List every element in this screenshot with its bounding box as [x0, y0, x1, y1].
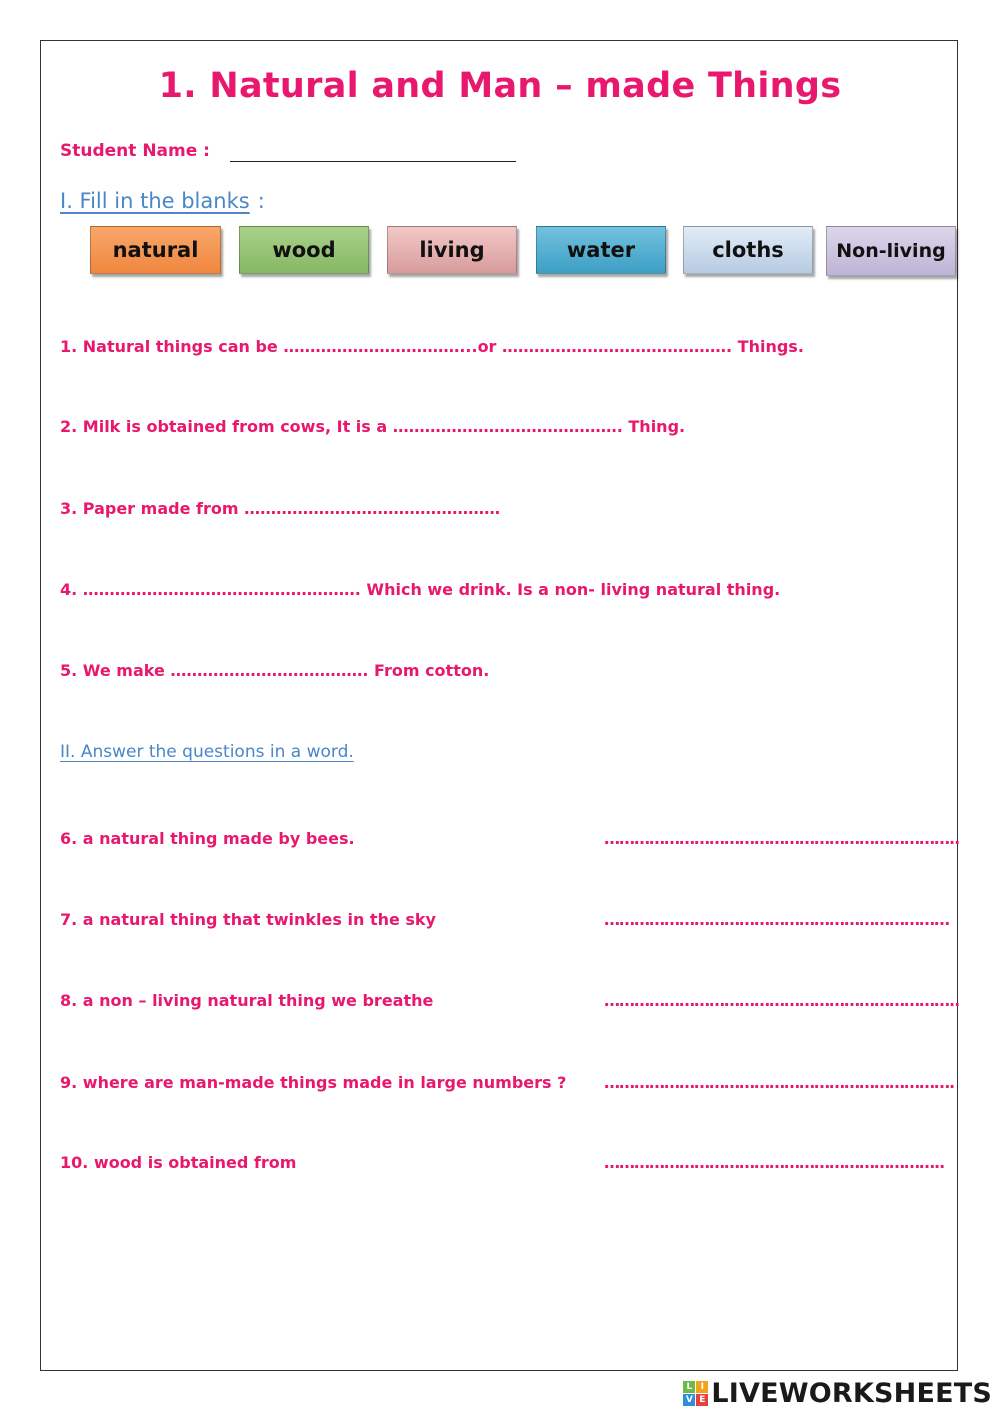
fill-question-2: 2. Milk is obtained from cows, It is a ……………………………………. Thing.: [60, 417, 686, 436]
logo-mark-l: L: [683, 1381, 695, 1393]
student-name-field[interactable]: [230, 161, 516, 162]
logo-text: LIVEWORKSHEETS: [711, 1378, 992, 1409]
section-1-heading-colon: :: [257, 189, 265, 213]
answer-blank-7[interactable]: ……………………………………………………………: [604, 910, 949, 929]
word-bank-living[interactable]: living: [387, 226, 517, 274]
answer-question-10: 10. wood is obtained from: [60, 1153, 297, 1172]
section-2-heading: [60, 742, 354, 762]
student-name-label: Student Name :: [60, 141, 210, 161]
fill-question-3: 3. Paper made from …………………………………………: [60, 499, 501, 518]
answer-question-9: 9. where are man-made things made in large numbers ?: [60, 1073, 567, 1092]
answer-blank-8[interactable]: ……………………………………………………………..: [604, 991, 960, 1010]
section-2-heading-text: II. Answer the questions in a word.: [60, 742, 354, 762]
page-title: 1. Natural and Man – made Things: [158, 66, 842, 106]
fill-question-4: 4. ……………………………………………. Which we drink. Is a non- living natural thing.: [60, 580, 781, 599]
word-bank-non-living[interactable]: Non-living: [826, 226, 956, 276]
answer-question-8: 8. a non – living natural thing we breathe: [60, 991, 434, 1010]
logo-mark-v: V: [683, 1394, 695, 1406]
answer-question-6: 6. a natural thing made by bees.: [60, 829, 355, 848]
liveworksheets-logo: [683, 1378, 992, 1409]
logo-mark-i: I: [696, 1381, 708, 1393]
answer-blank-9[interactable]: …………………………………………………………….: [604, 1073, 955, 1092]
logo-mark-icon: [683, 1381, 708, 1406]
word-bank-water[interactable]: water: [536, 226, 666, 274]
section-1-heading-text: I. Fill in the blanks: [60, 189, 250, 213]
word-bank-cloths[interactable]: cloths: [683, 226, 813, 274]
section-1-heading: [60, 189, 265, 213]
answer-blank-10[interactable]: …………………………………………………………..: [604, 1153, 945, 1172]
word-bank-wood[interactable]: wood: [239, 226, 369, 274]
fill-question-1: 1. Natural things can be ……………………………...or ……………………………………. Things.: [60, 337, 804, 356]
answer-question-7: 7. a natural thing that twinkles in the sky: [60, 910, 436, 929]
logo-mark-e: E: [696, 1394, 708, 1406]
fill-question-5: 5. We make ………………………………. From cotton.: [60, 661, 490, 680]
word-bank-natural[interactable]: natural: [90, 226, 221, 274]
answer-blank-6[interactable]: ……………………………………………………………..: [604, 829, 960, 848]
